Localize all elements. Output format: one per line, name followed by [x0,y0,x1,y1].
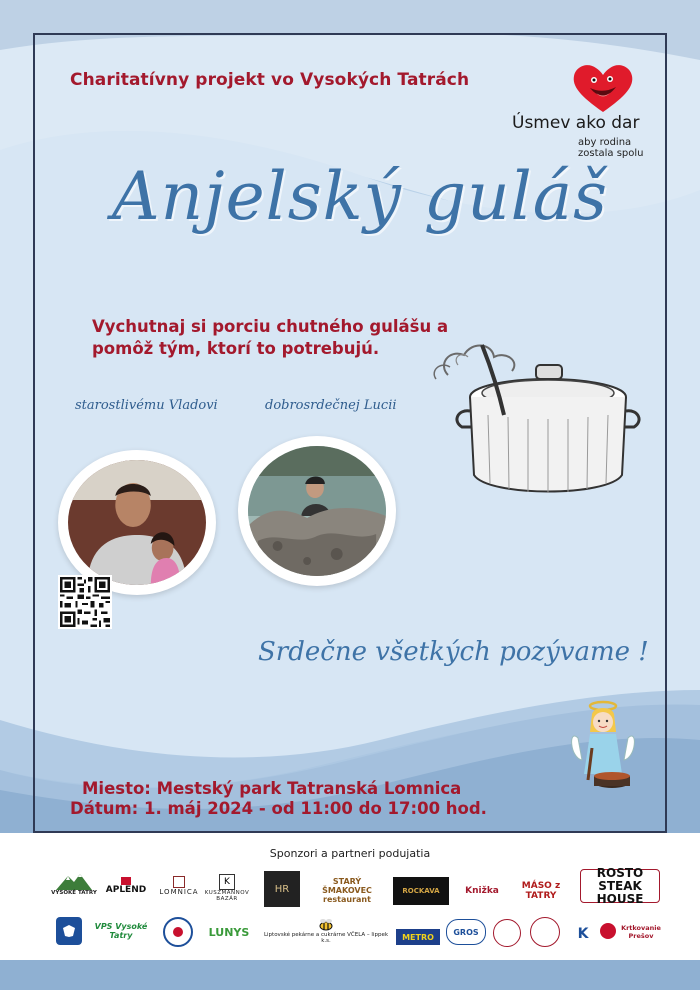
sponsor-kuszmannov: K KUSZMANNOV BAZÁR [198,871,256,905]
sponsor-krtkovanie: Krtkovanie Prešov [621,924,661,940]
event-date: Dátum: 1. máj 2024 - od 11:00 do 17:00 hod. [70,799,487,818]
sponsors-section [0,833,700,960]
sponsor-knizka: Knižka [465,886,499,896]
smiling-heart-icon [570,62,636,114]
sponsor-dot-icon [600,923,616,939]
sponsor-rockava: ROCKAVA [393,877,449,905]
sponsor-vysoke-tatry: VYSOKÉ TATRY [50,865,98,903]
cooking-pot-illustration [428,335,643,505]
sponsor-shield-icon [56,917,82,945]
sponsor-hr: HR [264,871,300,907]
org-name: Úsmev ako dar [512,113,640,133]
sponsor-badge2-icon [530,917,560,947]
sponsor-gros: GROS [446,919,486,945]
sponsors-title: Sponzori a partneri podujatia [269,847,431,860]
bee-icon [317,918,335,932]
sponsor-vps: VPS Vysoké Tatry [94,922,148,940]
sponsor-lunys: LUNYS [208,925,250,939]
sponsor-stary-smakovec: STARÝ ŠMAKOVEC restaurant [322,876,372,904]
mountain-icon [56,872,92,890]
project-subtitle: Charitatívny projekt vo Vysokých Tatrách [70,70,470,90]
sponsor-maso-z-tatry: MÁSO z TATRY [521,881,561,901]
caption-vlado: starostlivému Vladovi [75,398,218,413]
event-title: Anjelský guláš [111,158,608,235]
sponsor-badge-icon [493,919,521,947]
sponsor-lomnica: LOMNICA [158,871,200,901]
photo-lucia [238,436,396,586]
photo-vlado [58,450,216,595]
invitation-text: Srdečne všetkých pozývame ! [258,637,649,667]
event-place: Miesto: Mestský park Tatranská Lomnica [82,779,462,798]
sponsor-rosto: ROSTO STEAK HOUSE [580,869,660,903]
sponsor-round-logo-icon [163,917,193,947]
sponsor-metro: METRO [396,929,440,945]
event-tagline: Vychutnaj si porciu chutného gulášu a pomôž tým, ktorí to potrebujú. [92,317,449,358]
sponsor-k-icon: K [577,926,589,942]
sponsor-vcela: Liptovské pekárne a cukrárne VČELA – lippek k.s. [262,913,390,949]
org-tagline: aby rodina zostala spolu [578,137,644,159]
qr-code[interactable] [58,575,112,629]
caption-lucia: dobrosrdečnej Lucii [265,398,397,413]
angel-illustration [568,698,638,790]
sponsor-aplend: APLEND [103,871,149,901]
